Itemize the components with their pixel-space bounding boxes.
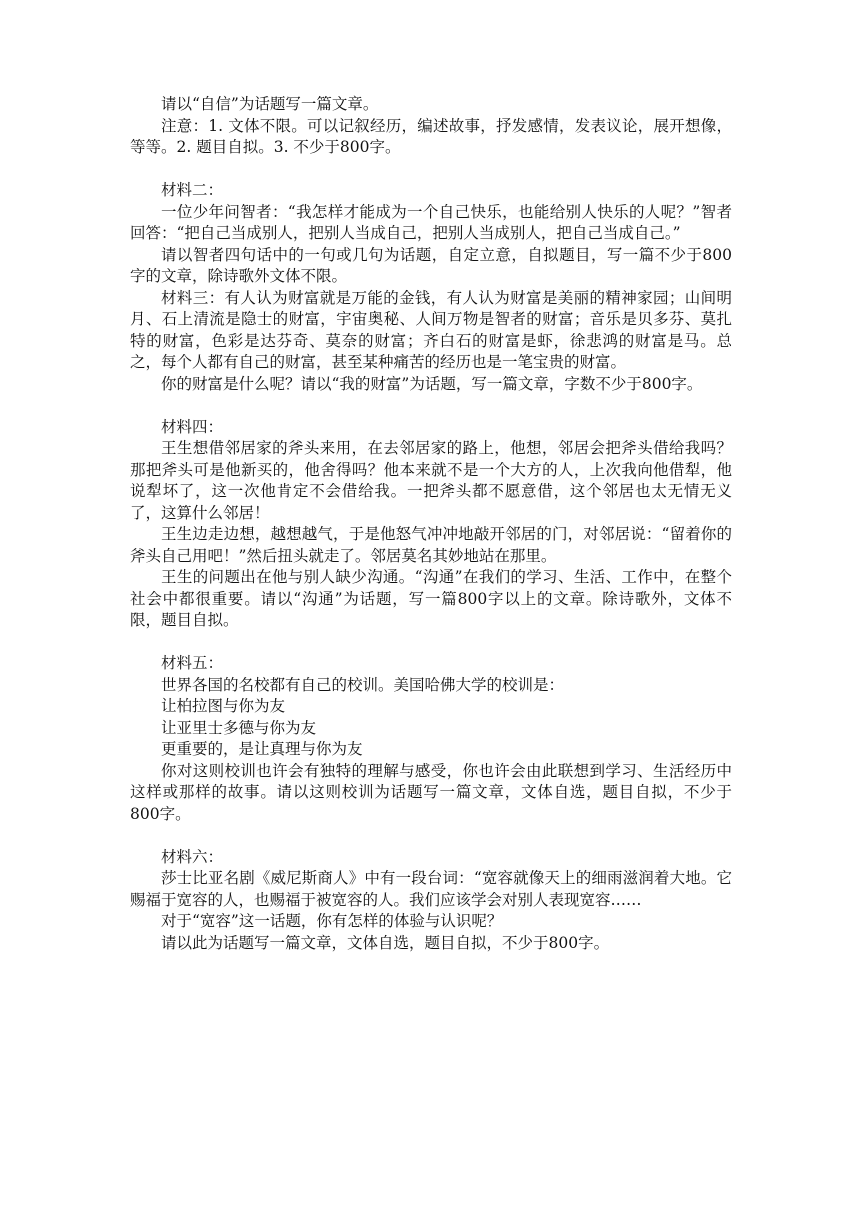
intro-prompt: 请以“自信”为话题写一篇文章。 <box>161 95 379 113</box>
material-4-title: 材料四： <box>161 417 224 436</box>
material-3-paragraph-1: 材料三：有人认为财富就是万能的金钱，有人认为财富是美丽的精神家园；山间明月、石上清流是隐士的财富，宇宙奥秘、人间万物是智者的财富；音乐是贝多芬、莫扎特的财富，色彩是达芬奇、莫奈的财富；齐白石的财富是虾，徐悲鸿的财富是马。总之，每个人都有自己的财富，甚至某种痛苦的经历也是一笔宝贵的财富。 <box>130 288 732 371</box>
spacer <box>130 632 732 654</box>
material-6-paragraph-2: 对于“宽容”这一话题，你有怎样的体验与认识呢？ <box>161 912 503 930</box>
material-5-motto-line-1: 让柏拉图与你为友 <box>161 697 286 715</box>
intro-note: 注意：1. 文体不限。可以记叙经历，编述故事，抒发感情，发表议论，展开想像，等等。2. 题目自拟。3. 不少于800字。 <box>130 116 732 156</box>
spacer <box>130 159 732 181</box>
material-5-title: 材料五： <box>161 654 224 672</box>
material-4-paragraph-2: 王生边走边想，越想越气，于是他怒气冲冲地敲开邻居的门，对邻居说：“留着你的斧头自己用吧！”然后扭头就走了。邻居莫名其妙地站在那里。 <box>130 525 732 565</box>
material-2-paragraph-2: 请以智者四句话中的一句或几句为话题，自定立意，自拟题目，写一篇不少于800字的文章，除诗歌外文体不限。 <box>130 245 732 285</box>
material-2-paragraph-1: 一位少年问智者：“我怎样才能成为一个自己快乐，也能给别人快乐的人呢？”智者回答：“把自己当成别人，把别人当成自己，把别人当成别人，把自己当成自己。” <box>130 202 732 242</box>
material-2-title: 材料二： <box>161 181 224 199</box>
document-body <box>130 94 732 954</box>
material-6-paragraph-1: 莎士比亚名剧《威尼斯商人》中有一段台词：“宽容就像天上的细雨滋润着大地。它赐福于宽容的人，也赐福于被宽容的人。我们应该学会对别人表现宽容…… <box>130 869 732 909</box>
material-4-paragraph-3: 王生的问题出在他与别人缺少沟通。“沟通”在我们的学习、生活、工作中，在整个社会中都很重要。请以“沟通”为话题，写一篇800字以上的文章。除诗歌外，文体不限，题目自拟。 <box>130 568 732 629</box>
material-3-paragraph-2: 你的财富是什么呢？请以“我的财富”为话题，写一篇文章，字数不少于800字。 <box>161 374 703 393</box>
material-5-motto-line-2: 让亚里士多德与你为友 <box>161 718 317 737</box>
material-5-paragraph-1: 世界各国的名校都有自己的校训。美国哈佛大学的校训是： <box>161 675 565 694</box>
material-4-paragraph-1: 王生想借邻居家的斧头来用，在去邻居家的路上，他想，邻居会把斧头借给我吗？那把斧头可是他新买的，他舍得吗？他本来就不是一个大方的人，上次我向他借犁，他说犁坏了，这一次他肯定不会借给我。一把斧头都不愿意借，这个邻居也太无情无义了，这算什么邻居！ <box>130 439 732 522</box>
material-5-motto-line-3: 更重要的，是让真理与你为友 <box>161 740 363 758</box>
material-6-paragraph-3: 请以此为话题写一篇文章，文体自选，题目自拟，不少于800字。 <box>161 933 610 952</box>
material-5-paragraph-2: 你对这则校训也许会有独特的理解与感受，你也许会由此联想到学习、生活经历中这样或那样的故事。请以这则校训为话题写一篇文章，文体自选，题目自拟，不少于800字。 <box>130 761 732 823</box>
material-6-title: 材料六： <box>161 847 224 866</box>
spacer <box>130 825 732 847</box>
spacer <box>130 395 732 417</box>
